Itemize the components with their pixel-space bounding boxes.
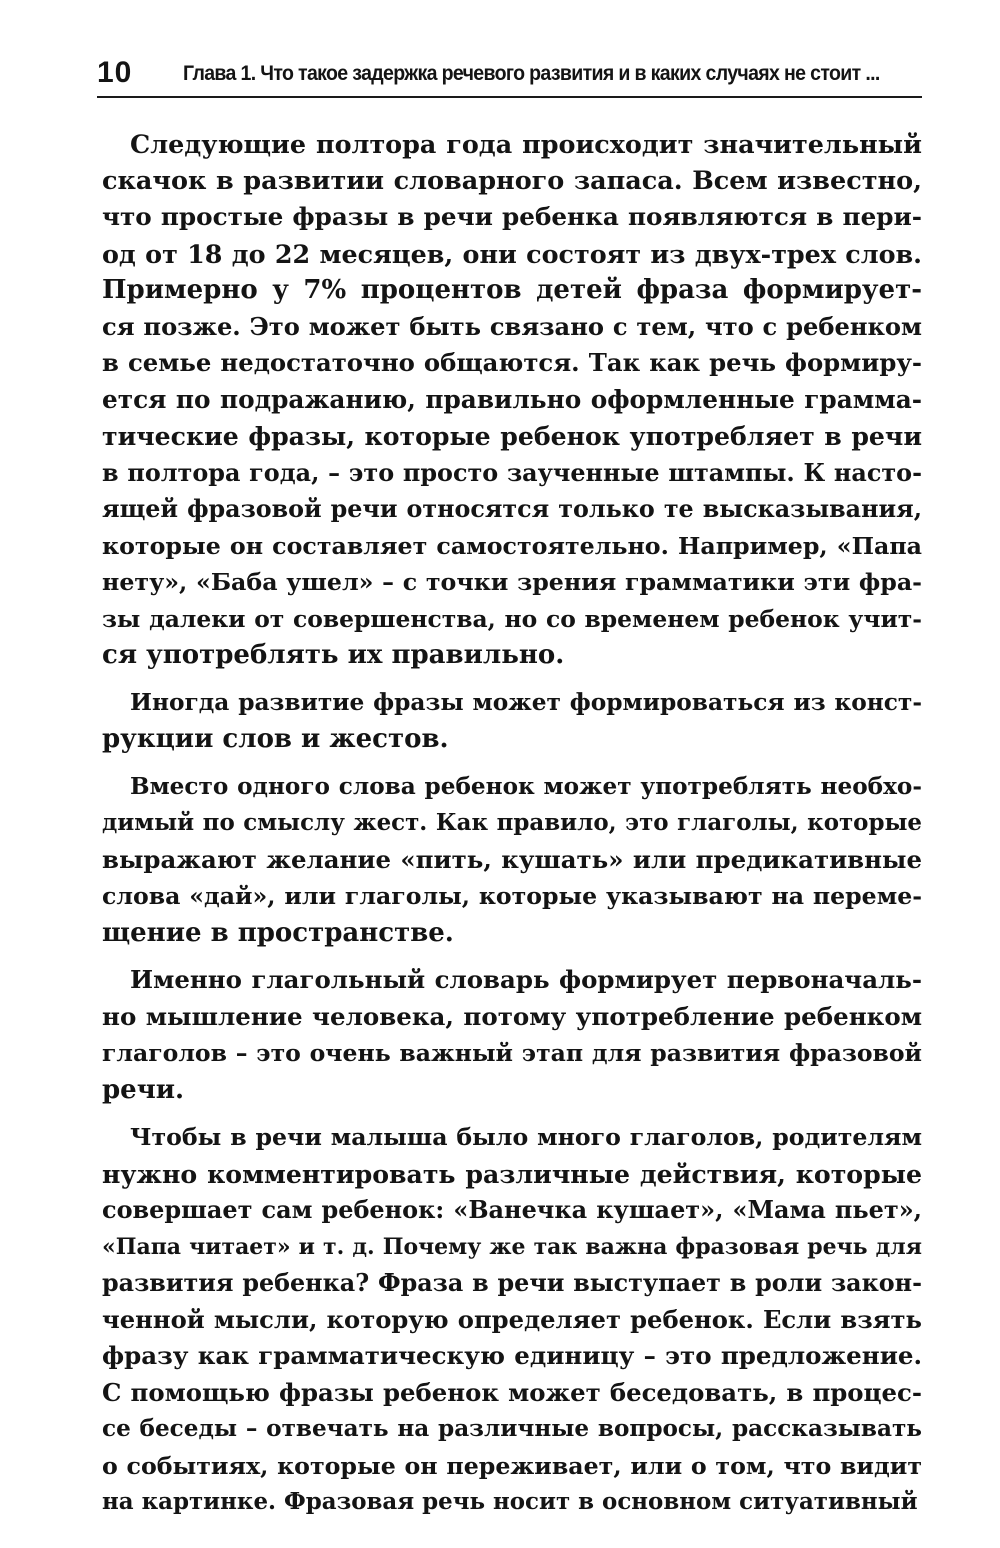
- text-line: рукции слов и жестов.: [102, 724, 449, 754]
- text-line: се беседы – отвечать на различные вопросы, рассказывать: [102, 1415, 922, 1442]
- text-line: на картинке. Фразовая речь носит в основном ситуативный: [102, 1488, 918, 1515]
- text-line: димый по смыслу жест. Как правило, это глаголы, которые: [102, 809, 922, 836]
- text-line: совершает сам ребенок: «Ванечка кушает», «Мама пьет»,: [102, 1196, 922, 1224]
- text-line: в семье недостаточно общаются. Так как речь формиру-: [102, 348, 922, 377]
- page-header: [97, 56, 922, 98]
- text-line: тические фразы, которые ребенок употребляет в речи: [102, 421, 922, 451]
- text-line: Примерно у 7% процентов детей фраза формирует-: [102, 275, 922, 305]
- text-line: нужно комментировать различные действия, которые: [102, 1158, 922, 1189]
- text-line: ется по подражанию, правильно оформленные грамма-: [102, 384, 922, 414]
- text-line: «Папа читает» и т. д. Почему же так важна фразовая речь для: [102, 1233, 922, 1260]
- page-number: 10: [97, 56, 133, 89]
- text-line: Вместо одного слова ребенок может употреблять необхо-: [130, 772, 922, 800]
- text-line: ящей фразовой речи относятся только те высказывания,: [102, 495, 922, 523]
- text-line: ченной мысли, которую определяет ребенок. Если взять: [102, 1304, 922, 1334]
- text-line: развития ребенка? Фраза в речи выступает в роли закон-: [102, 1269, 922, 1297]
- paragraph: [102, 126, 922, 674]
- text-line: фразу как грамматическую единицу – это предложение.: [102, 1341, 922, 1370]
- text-line: Следующие полтора года происходит значительный: [130, 129, 922, 159]
- paragraph: [102, 685, 922, 758]
- text-line: С помощью фразы ребенок может беседовать, в процес-: [102, 1377, 922, 1407]
- text-line: Именно глагольный словарь формирует первоначаль-: [130, 965, 922, 994]
- text-line: выражают желание «пить, кушать» или предикативные: [102, 844, 922, 874]
- running-title: Глава 1. Что такое задержка речевого развития и в каких случаях не стоит ...: [183, 62, 880, 85]
- text-line: которые он составляет самостоятельно. Например, «Папа: [102, 531, 922, 560]
- text-line: нету», «Баба ушел» – с точки зрения грамматики эти фра-: [102, 568, 922, 596]
- text-line: Иногда развитие фразы может формироваться из конст-: [130, 688, 922, 716]
- text-line: речи.: [102, 1074, 185, 1105]
- text-line: ся употреблять их правильно.: [102, 640, 565, 670]
- paragraph: [102, 962, 922, 1108]
- text-line: ся позже. Это может быть связано с тем, что с ребенком: [102, 311, 922, 341]
- text-line: о событиях, которые он переживает, или о том, что видит: [102, 1451, 922, 1480]
- text-line: глаголов – это очень важный этап для развития фразовой: [102, 1039, 922, 1067]
- text-line: зы далеки от совершенства, но со временем ребенок учит-: [102, 604, 922, 633]
- text-line: Чтобы в речи малыша было много глаголов, родителям: [130, 1123, 922, 1151]
- text-line: щение в пространстве.: [102, 917, 454, 948]
- body-text: [102, 126, 922, 1532]
- text-line: что простые фразы в речи ребенка появляются в пери-: [102, 202, 922, 231]
- paragraph: [102, 1119, 922, 1521]
- text-line: слова «дай», или глаголы, которые указывают на переме-: [102, 882, 922, 910]
- paragraph: [102, 769, 922, 952]
- text-line: в полтора года, – это просто заученные штампы. К насто-: [102, 458, 922, 487]
- text-line: но мышление человека, потому употребление ребенком: [102, 1001, 922, 1031]
- text-line: скачок в развитии словарного запаса. Всем известно,: [102, 165, 922, 196]
- text-line: од от 18 до 22 месяцев, они состоят из двух-трех слов.: [102, 238, 922, 269]
